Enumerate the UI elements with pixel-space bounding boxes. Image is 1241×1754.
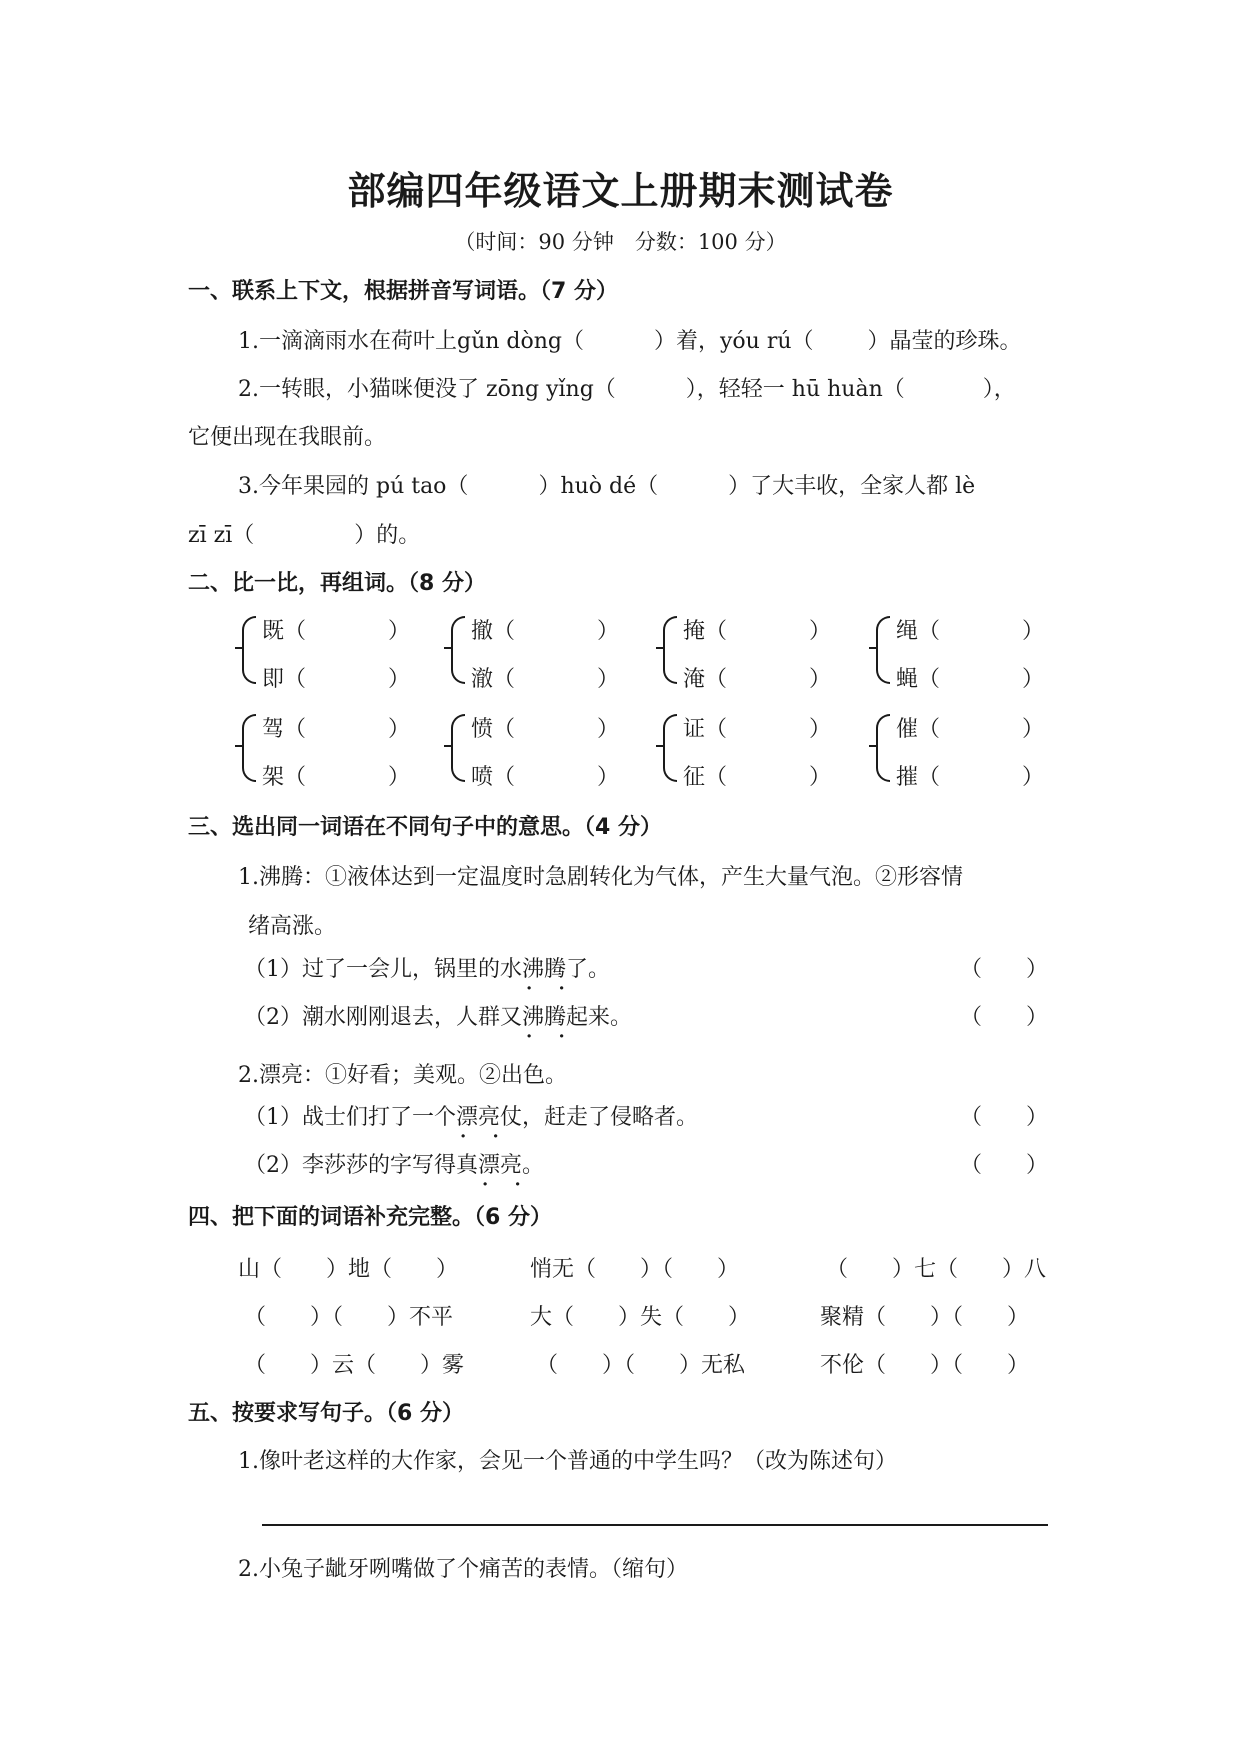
answer-paren-close[interactable]: ） xyxy=(597,667,620,692)
answer-paren-close[interactable]: ） xyxy=(809,717,832,742)
brace-icon xyxy=(876,714,890,782)
q3-definition-1: 1.沸腾：①液体达到一定温度时急剧转化为气体，产生大量气泡。②形容情 xyxy=(238,865,963,890)
answer-paren-close[interactable]: ） xyxy=(388,717,411,742)
q1-line-2 xyxy=(238,372,1016,403)
q3-text: （2）潮水刚刚退去，人群又 xyxy=(244,1005,522,1030)
q3-text: （1）战士们打了一个 xyxy=(244,1105,456,1130)
brace-icon xyxy=(663,616,677,684)
dotted-word: 沸腾 · · xyxy=(522,957,566,982)
q1-line-3: 它便出现在我眼前。 xyxy=(188,425,387,450)
q3-text: （1）过了一会儿，锅里的水 xyxy=(244,957,522,982)
dotted-word: 漂亮 · · xyxy=(478,1153,522,1178)
dotted-word: 沸腾 · · xyxy=(522,1005,566,1030)
section-2-heading: 二、比一比，再组词。（8 分） xyxy=(188,571,486,596)
brace-icon xyxy=(663,714,677,782)
q1-text: ）的。 xyxy=(354,523,421,548)
idiom-r3c1: （ ）云（ ）雾 xyxy=(244,1353,465,1378)
answer-paren-close[interactable]: ） xyxy=(597,765,620,790)
section-3-heading: 三、选出同一词语在不同句子中的意思。（4 分） xyxy=(188,815,662,840)
brace-icon xyxy=(451,616,465,684)
q3-sentence-2 xyxy=(244,1000,632,1031)
q3-text: 了。 xyxy=(566,957,611,982)
exam-info: （时间：90 分钟 分数：100 分） xyxy=(454,230,787,254)
brace-icon xyxy=(242,616,256,684)
answer-paren-close[interactable]: ） xyxy=(597,619,620,644)
section-1-heading: 一、联系上下文，根据拼音写词语。（7 分） xyxy=(188,279,618,304)
idiom-r2c1: （ ）（ ）不平 xyxy=(244,1305,454,1330)
brace-icon xyxy=(242,714,256,782)
idiom-r3c3: 不伦（ ）（ ） xyxy=(820,1353,1030,1378)
section-4-heading: 四、把下面的词语补充完整。（6 分） xyxy=(188,1205,552,1230)
word-pair-item: 即（ xyxy=(262,667,307,692)
q1-text: ）了大丰收，全家人都 lè xyxy=(728,474,976,499)
page-title: 部编四年级语文上册期末测试卷 xyxy=(347,169,894,213)
answer-paren-close[interactable]: ） xyxy=(809,667,832,692)
q3-sentence-3 xyxy=(244,1100,698,1131)
q3-sentence-1 xyxy=(244,952,610,983)
q3-text: （2）李莎莎的字写得真 xyxy=(244,1153,478,1178)
answer-line[interactable] xyxy=(262,1524,1048,1526)
word-pair-item: 撤（ xyxy=(471,619,516,644)
answer-paren-close[interactable]: ） xyxy=(1022,765,1045,790)
q3-text: 仗，赶走了侵略者。 xyxy=(500,1105,699,1130)
q1-text: ）着，yóu rú（ xyxy=(654,329,814,354)
answer-paren-close[interactable]: ） xyxy=(388,667,411,692)
word-pair-item: 催（ xyxy=(896,717,941,742)
answer-paren-close[interactable]: ） xyxy=(809,765,832,790)
word-pair-item: 绳（ xyxy=(896,619,941,644)
q5-item-1: 1.像叶老这样的大作家，会见一个普通的中学生吗？（改为陈述句） xyxy=(238,1449,897,1474)
q1-text: zī zī（ xyxy=(188,523,255,548)
answer-paren-close[interactable]: ） xyxy=(597,717,620,742)
answer-paren[interactable]: （ ） xyxy=(960,1005,1049,1030)
word-pair-item: 征（ xyxy=(683,765,728,790)
word-pair-item: 驾（ xyxy=(262,717,307,742)
answer-paren[interactable]: （ ） xyxy=(960,1105,1049,1130)
idiom-r1c2: 悄无（ ）（ ） xyxy=(530,1257,740,1282)
q5-item-2: 2.小兔子龇牙咧嘴做了个痛苦的表情。（缩句） xyxy=(238,1557,688,1582)
brace-icon xyxy=(876,616,890,684)
word-pair-item: 掩（ xyxy=(683,619,728,644)
word-pair-item: 蝇（ xyxy=(896,667,941,692)
q3-text: 起来。 xyxy=(566,1005,633,1030)
q3-definition-1-cont: 绪高涨。 xyxy=(248,914,337,939)
word-pair-item: 喷（ xyxy=(471,765,516,790)
word-pair-item: 澈（ xyxy=(471,667,516,692)
answer-paren-close[interactable]: ） xyxy=(809,619,832,644)
answer-paren-close[interactable]: ） xyxy=(388,619,411,644)
answer-paren-close[interactable]: ） xyxy=(1022,717,1045,742)
q1-text: ）huò dé（ xyxy=(538,474,659,499)
idiom-r2c2: 大（ ）失（ ） xyxy=(530,1305,751,1330)
word-pair-item: 淹（ xyxy=(683,667,728,692)
word-pair-item: 架（ xyxy=(262,765,307,790)
section-5-heading: 五、按要求写句子。（6 分） xyxy=(188,1401,464,1426)
idiom-r2c3: 聚精（ ）（ ） xyxy=(820,1305,1030,1330)
idiom-r1c3: （ ）七（ ）八 xyxy=(826,1257,1047,1282)
q3-sentence-4 xyxy=(244,1148,544,1179)
q1-text: 1.一滴滴雨水在荷叶上gǔn dòng（ xyxy=(238,329,584,354)
q1-text: ）， xyxy=(982,377,1016,402)
q1-line-1 xyxy=(238,324,1022,355)
q1-line-4 xyxy=(238,469,975,500)
q1-text: ），轻轻一 hū huàn（ xyxy=(685,377,905,402)
word-pair-item: 证（ xyxy=(683,717,728,742)
brace-icon xyxy=(451,714,465,782)
answer-paren[interactable]: （ ） xyxy=(960,1153,1049,1178)
dotted-word: 漂亮 · · xyxy=(456,1105,500,1130)
q1-text: 3.今年果园的 pú tao（ xyxy=(238,474,469,499)
q1-text: ）晶莹的珍珠。 xyxy=(867,329,1022,354)
idiom-r3c2: （ ）（ ）无私 xyxy=(536,1353,746,1378)
word-pair-item: 摧（ xyxy=(896,765,941,790)
answer-paren-close[interactable]: ） xyxy=(1022,667,1045,692)
idiom-r1c1: 山（ ）地（ ） xyxy=(238,1257,459,1282)
q1-text: 2.一转眼，小猫咪便没了 zōng yǐng（ xyxy=(238,377,616,402)
answer-paren-close[interactable]: ） xyxy=(1022,619,1045,644)
q3-text: 。 xyxy=(522,1153,545,1178)
answer-paren[interactable]: （ ） xyxy=(960,957,1049,982)
q1-line-5 xyxy=(188,518,420,549)
q3-definition-2: 2.漂亮：①好看；美观。②出色。 xyxy=(238,1063,567,1088)
word-pair-item: 既（ xyxy=(262,619,307,644)
answer-paren-close[interactable]: ） xyxy=(388,765,411,790)
word-pair-item: 愤（ xyxy=(471,717,516,742)
